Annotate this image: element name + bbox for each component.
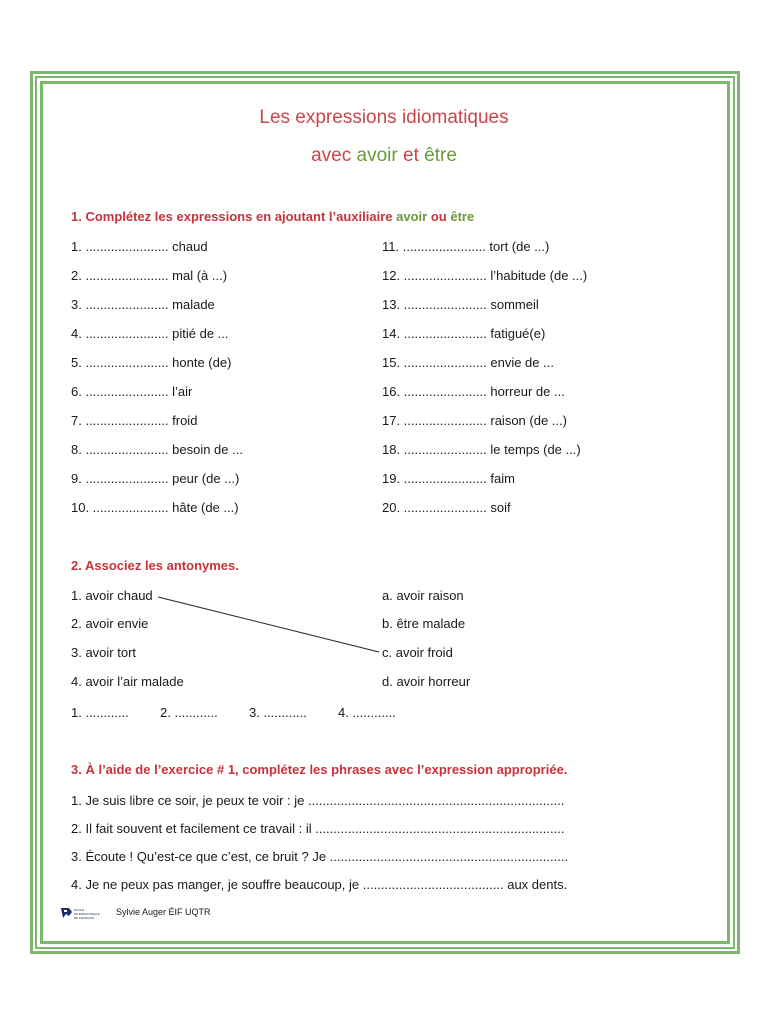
footer-credit: Sylvie Auger ÉIF UQTR (116, 907, 211, 917)
list-item: 10. ..................... hâte (de ...) (71, 500, 239, 515)
heading-etre: être (450, 209, 475, 224)
sentence-item: 2. Il fait souvent et facilement ce travail : il ..................................................................... (71, 821, 565, 836)
exercise-1-heading-text: 1. Complétez les expressions en ajoutant l’auxiliaire (71, 209, 393, 224)
sentence-item: 1. Je suis libre ce soir, je peux te voir : je ....................................................................... (71, 793, 565, 808)
list-item: 5. ....................... honte (de) (71, 355, 232, 370)
sentence-item: 3. Écoute ! Qu’est-ce que c’est, ce bruit ? Je .................................................................. (71, 849, 569, 864)
subtitle-et: et (403, 145, 419, 166)
list-item: 7. ....................... froid (71, 413, 198, 428)
list-item: 6. ....................... l’air (71, 384, 193, 399)
list-item: 19. ....................... faim (382, 471, 515, 486)
list-item: 3. ....................... malade (71, 297, 215, 312)
answer-blank: 4. ............ (338, 705, 396, 720)
list-item: d. avoir horreur (382, 674, 471, 689)
subtitle-avoir: avoir (356, 145, 398, 166)
list-item: 12. ....................... l’habitude (de ...) (382, 268, 588, 283)
list-item: 4. avoir l’air malade (71, 674, 184, 689)
eif-logo (60, 906, 108, 920)
list-item: 1. avoir chaud (71, 588, 153, 603)
heading-avoir: avoir (396, 209, 428, 224)
list-item: b. être malade (382, 616, 466, 631)
list-item: 13. ....................... sommeil (382, 297, 539, 312)
svg-text:DE FRANÇAIS: DE FRANÇAIS (74, 916, 95, 920)
list-item: a. avoir raison (382, 588, 464, 603)
subtitle-etre: être (424, 145, 457, 166)
list-item: 1. ....................... chaud (71, 239, 208, 254)
sentence-item: 4. Je ne peux pas manger, je souffre beaucoup, je ....................................... aux dents. (71, 877, 568, 892)
list-item: 11. ....................... tort (de ...) (382, 239, 550, 254)
svg-text:ÉCOLE: ÉCOLE (74, 908, 85, 912)
answer-blank: 2. ............ (160, 705, 218, 720)
list-item: 8. ....................... besoin de ... (71, 442, 243, 457)
list-item: 3. avoir tort (71, 645, 137, 660)
list-item: 2. ....................... mal (à ...) (71, 268, 228, 283)
list-item: 2. avoir envie (71, 616, 149, 631)
list-item: 20. ....................... soif (382, 500, 511, 515)
list-item: 14. ....................... fatigué(e) (382, 326, 546, 341)
svg-text:INTERNATIONALE: INTERNATIONALE (74, 912, 100, 916)
list-item: 15. ....................... envie de ... (382, 355, 554, 370)
exercise-2-heading: 2. Associez les antonymes. (71, 558, 239, 573)
list-item: c. avoir froid (382, 645, 453, 660)
list-item: 4. ....................... pitié de ... (71, 326, 229, 341)
list-item: 9. ....................... peur (de ...) (71, 471, 240, 486)
heading-ou: ou (430, 209, 447, 224)
subtitle-avec: avec (311, 145, 352, 166)
answer-blank: 3. ............ (249, 705, 307, 720)
answer-blank: 1. ............ (71, 705, 129, 720)
list-item: 18. ....................... le temps (de ...) (382, 442, 581, 457)
page-title: Les expressions idiomatiques (259, 107, 509, 128)
list-item: 16. ....................... horreur de ... (382, 384, 565, 399)
exercise-3-heading: 3. À l’aide de l’exercice # 1, complétez les phrases avec l’expression appropriée. (71, 762, 568, 777)
list-item: 17. ....................... raison (de ...) (382, 413, 567, 428)
